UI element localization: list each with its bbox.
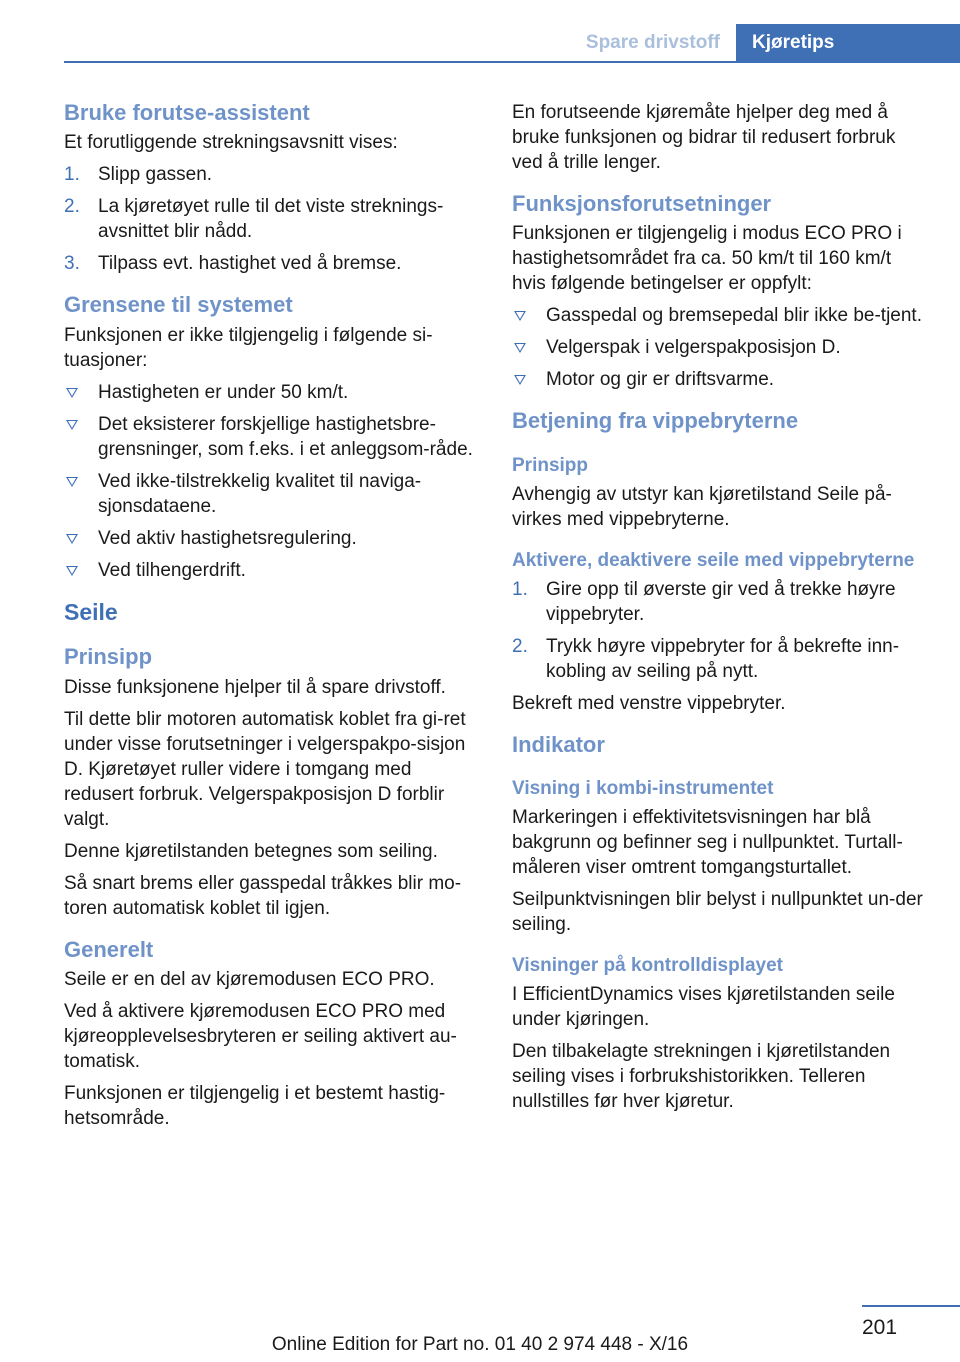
subheading-visning-i-kombi-instrumentet: Visning i kombi-instrumentet	[512, 778, 774, 800]
list-item	[512, 634, 928, 684]
triangle-bullet-icon	[66, 534, 78, 544]
heading-funksjonsforutsetninger: Funksjonsforutsetninger	[512, 191, 772, 216]
step-number: 1.	[64, 164, 80, 186]
list-item	[512, 303, 928, 328]
triangle-bullet-icon	[514, 375, 526, 385]
step-text: Tilpass evt. hastighet ved å bremse.	[98, 253, 402, 275]
subheading-aktivere-deaktivere: Aktivere, deaktivere seile med vippebryterne	[512, 549, 915, 571]
paragraph: Seilpunktvisningen blir belyst i nullpunktet un‐der seiling.	[512, 889, 923, 936]
paragraph: Denne kjøretilstanden betegnes som seiling.	[64, 840, 438, 862]
triangle-bullet-icon	[514, 343, 526, 353]
triangle-bullet-icon	[66, 420, 78, 430]
paragraph: Funksjonen er tilgjengelig i modus ECO PRO i hastighetsområdet fra ca. 50 km/t til 160 km/t hvis følgende betingelser er oppfylt:	[512, 223, 902, 295]
paragraph: Funksjonen er ikke tilgjengelig i følgende si‐tuasjoner:	[64, 324, 433, 371]
subheading-prinsipp: Prinsipp	[512, 454, 589, 476]
item-text: Velgerspak i velgerspakposisjon D.	[546, 337, 841, 359]
paragraph: Til dette blir motoren automatisk koblet fra gi‐ret under visse forutsetninger i velgerspakpo‐sisjon D. Kjøretøyet ruller videre i tomgang med redusert forbruk. Velgerspakposisjon D forblir valgt.	[64, 708, 466, 830]
list-item	[64, 251, 480, 276]
header-chapter-tab	[736, 24, 960, 62]
triangle-bullet-icon	[66, 477, 78, 487]
header-chapter-label: Kjøretips	[752, 32, 835, 53]
subheading-visninger-pa-kontrolldisplayet: Visninger på kontrolldisplayet	[512, 955, 783, 977]
header-section-label: Spare drivstoff	[585, 32, 720, 53]
bullet-list	[512, 303, 928, 392]
heading-bruke-forutse-assistent: Bruke forutse-assistent	[64, 100, 310, 125]
triangle-bullet-icon	[66, 388, 78, 398]
numbered-list	[512, 577, 928, 684]
paragraph: I EfficientDynamics vises kjøretilstanden seile under kjøringen.	[512, 984, 895, 1031]
footer-divider	[862, 1305, 960, 1307]
step-number: 3.	[64, 253, 80, 275]
list-item	[512, 367, 928, 392]
triangle-bullet-icon	[66, 566, 78, 576]
paragraph: Så snart brems eller gasspedal tråkkes blir mo‐toren automatisk koblet til igjen.	[64, 872, 462, 919]
left-column	[64, 100, 480, 1138]
numbered-list	[64, 162, 480, 276]
step-number: 1.	[512, 578, 528, 600]
step-text: Slipp gassen.	[98, 164, 213, 186]
item-text: Ved tilhengerdrift.	[98, 559, 246, 581]
step-text: Gire opp til øverste gir ved å trekke høyre vippebryter.	[546, 578, 896, 625]
list-item	[64, 412, 480, 462]
header-divider	[64, 61, 960, 63]
paragraph: Disse funksjonene hjelper til å spare drivstoff.	[64, 676, 446, 698]
step-number: 2.	[64, 196, 80, 218]
step-number: 2.	[512, 635, 528, 657]
edition-footer: Online Edition for Part no. 01 40 2 974 448 - X/16	[271, 1334, 689, 1355]
triangle-bullet-icon	[514, 311, 526, 321]
paragraph: Et forutliggende strekningsavsnitt vises:	[64, 132, 398, 154]
page-header	[0, 24, 960, 62]
list-item	[64, 558, 480, 583]
bullet-list	[64, 380, 480, 583]
paragraph: En forutseende kjøremåte hjelper deg med å bruke funksjonen og bidrar til redusert forbruk ved å trille lenger.	[512, 102, 896, 173]
list-item	[64, 469, 480, 519]
paragraph: Bekreft med venstre vippebryter.	[512, 692, 786, 714]
heading-betjening-fra-vippebryterne: Betjening fra vippebryterne	[512, 408, 799, 434]
list-item	[64, 194, 480, 244]
item-text: Det eksisterer forskjellige hastighetsbre‐grensninger, som f.eks. i et anleggsom‐råde.	[98, 413, 473, 460]
paragraph: Ved å aktivere kjøremodusen ECO PRO med kjøreopplevelsesbryteren er seiling aktivert au‐tomatisk.	[64, 1001, 457, 1073]
paragraph: Funksjonen er tilgjengelig i et bestemt hastig‐hetsområde.	[64, 1083, 446, 1130]
list-item	[512, 577, 928, 627]
heading-seile: Seile	[64, 598, 118, 625]
step-text: La kjøretøyet rulle til det viste streknings‐avsnittet blir nådd.	[98, 196, 444, 243]
item-text: Gasspedal og bremsepedal blir ikke be‐tjent.	[546, 305, 922, 327]
heading-grensene-til-systemet: Grensene til systemet	[64, 292, 293, 318]
heading-generelt: Generelt	[64, 936, 154, 962]
paragraph: Seile er en del av kjøremodusen ECO PRO.	[64, 969, 435, 991]
paragraph: Avhengig av utstyr kan kjøretilstand Seile på‐virkes med vippebryterne.	[512, 483, 892, 530]
list-item	[64, 162, 480, 187]
subheading-prinsipp: Prinsipp	[64, 644, 153, 670]
list-item	[512, 335, 928, 360]
list-item	[64, 526, 480, 551]
heading-indikator: Indikator	[512, 731, 605, 757]
item-text: Hastigheten er under 50 km/t.	[98, 381, 349, 403]
list-item	[64, 380, 480, 405]
paragraph: Den tilbakelagte strekningen i kjøretilstanden seiling vises i forbrukshistorikken. Telleren nullstilles før hver kjøretur.	[512, 1041, 891, 1113]
page-number: 201	[862, 1316, 898, 1339]
item-text: Motor og gir er driftsvarme.	[546, 369, 775, 391]
item-text: Ved ikke-tilstrekkelig kvalitet til naviga‐sjonsdataene.	[98, 470, 422, 517]
step-text: Trykk høyre vippebryter for å bekrefte inn‐kobling av seiling på nytt.	[546, 635, 900, 682]
item-text: Ved aktiv hastighetsregulering.	[98, 527, 357, 549]
right-column	[512, 100, 928, 1121]
paragraph: Markeringen i effektivitetsvisningen har blå bakgrunn og befinner seg i nullpunktet. Turtall‐måleren viser omtrent tomgangsturtallet.	[512, 807, 903, 879]
